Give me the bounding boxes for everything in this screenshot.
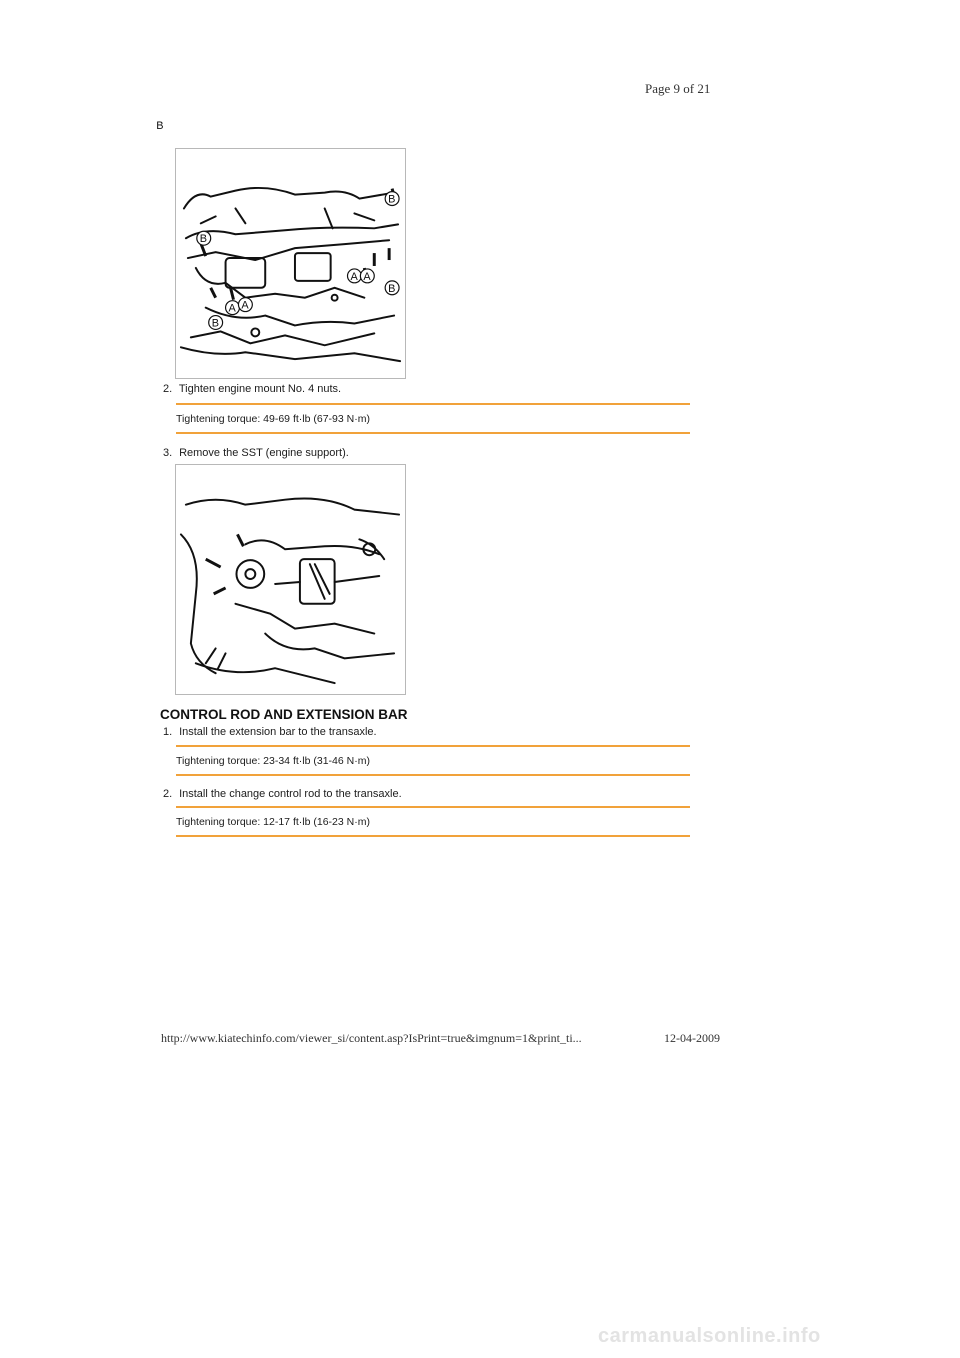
callout-a-2 [238,298,252,312]
torque-spec-box [176,745,690,776]
step-2-tighten-mount [163,383,341,395]
callout-a-2-label: A [241,299,249,312]
callout-b-2 [197,231,211,245]
callout-b-5 [156,120,163,132]
callout-a-4 [360,269,374,283]
page-footer [161,1031,720,1046]
step-3-remove-sst [163,447,349,459]
step-text: Install the extension bar to the transaxle. [179,726,377,738]
engine-mount-drawing [156,120,405,378]
section-heading: CONTROL ROD AND EXTENSION BAR [160,707,408,722]
callout-a-3-label: A [350,270,358,283]
torque-spec-box [176,806,690,837]
torque-spec-text: Tightening torque: 23-34 ft·lb (31-46 N·m) [176,755,370,767]
callout-a-1 [226,301,240,315]
callout-a-3 [348,269,362,283]
callout-b-1 [385,192,399,206]
page-number: Page 9 of 21 [645,81,711,96]
callout-a-1-label: A [228,302,236,315]
step-text: Tighten engine mount No. 4 nuts. [178,383,342,395]
engine-mount-diagram [156,120,406,379]
footer-date: 12-04-2009 [664,1031,720,1045]
watermark: carmanualsonline.info [598,1325,821,1347]
torque-spec-box [176,403,690,434]
callout-a-4-label: A [363,270,371,283]
footer-url[interactable]: http://www.kiatechinfo.com/viewer_si/content.asp?IsPrint=true&imgnum=1&print_ti... [161,1031,582,1045]
torque-spec-text: Tightening torque: 49-69 ft·lb (67-93 N·m) [176,413,370,425]
step-text: Install the change control rod to the transaxle. [179,788,402,800]
step-number: 3. [163,447,173,459]
callout-b-3-label: B [211,317,219,330]
step-number: 2. [163,383,173,395]
callout-b-1-label: B [388,193,396,206]
callout-b-5-label: B [156,120,164,133]
step-number: 1. [163,726,173,738]
engine-support-diagram [175,464,406,695]
callout-b-3 [209,316,223,330]
callout-b-4-label: B [388,282,396,295]
step-number: 2. [163,788,173,800]
torque-spec-text: Tightening torque: 12-17 ft·lb (16-23 N·m) [176,816,370,828]
step-2-install-control-rod [163,788,402,800]
step-1-install-extension-bar [163,726,377,738]
engine-support-drawing [176,465,405,694]
callout-b-4 [385,281,399,295]
callout-b-2-label: B [199,233,208,246]
step-text: Remove the SST (engine support). [179,447,349,459]
